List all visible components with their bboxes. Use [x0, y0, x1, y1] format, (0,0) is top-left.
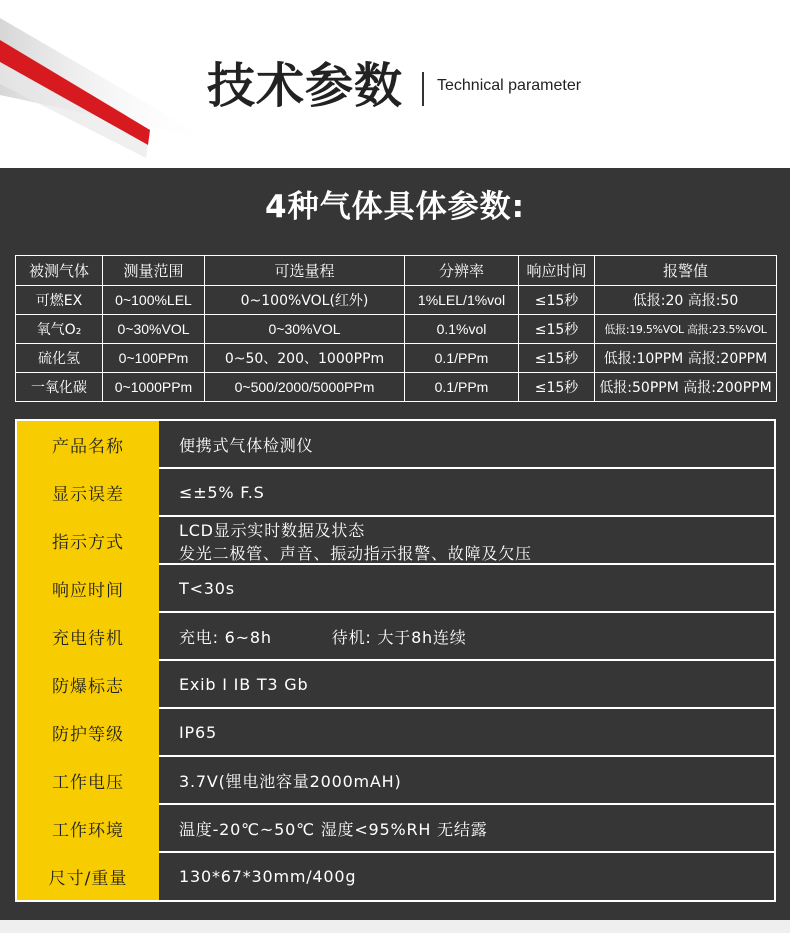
table-cell: 低报:19.5%VOL 高报:23.5%VOL — [595, 315, 777, 344]
table-cell: ≤15秒 — [519, 344, 595, 373]
spec-value-text-standby: 待机: 大于8h连续 — [331, 628, 467, 647]
spec-value-text: LCD显示实时数据及状态 — [179, 520, 366, 540]
spec-value — [159, 565, 774, 612]
spec-label: 防爆标志 — [17, 661, 159, 708]
page-subtitle: Technical parameter — [437, 77, 582, 94]
spec-value — [159, 613, 774, 660]
spec-value-text: 便携式气体检测仪 — [179, 436, 314, 455]
spec-value — [159, 421, 774, 468]
spec-row-protection — [17, 709, 774, 756]
spec-row-indication — [17, 517, 774, 564]
spec-value — [159, 853, 774, 900]
spec-row-product-name — [17, 421, 774, 468]
spec-row-voltage — [17, 757, 774, 804]
spec-value — [159, 661, 774, 708]
table-cell: 低报:50PPM 高报:200PPM — [595, 373, 777, 402]
table-cell: 0~100PPm — [103, 344, 205, 373]
spec-value-text: 3.7V(锂电池容量2000mAH) — [179, 772, 402, 791]
table-cell: 0.1/PPm — [405, 344, 519, 373]
table-row — [16, 344, 777, 373]
table-row — [16, 373, 777, 402]
table-cell: 0~500/2000/5000PPm — [205, 373, 405, 402]
table-cell: 低报:10PPM 高报:20PPM — [595, 344, 777, 373]
spec-label: 产品名称 — [17, 421, 159, 468]
gas-parameters-title: 4种气体具体参数: — [265, 189, 525, 225]
spec-value-text: 温度-20℃~50℃ 湿度<95%RH 无结露 — [179, 820, 488, 839]
spec-label: 尺寸/重量 — [17, 853, 159, 900]
spec-value — [159, 805, 774, 852]
spec-row-display-error — [17, 469, 774, 516]
table-cell: 0~30%VOL — [103, 315, 205, 344]
spec-value-text: ≤±5% F.S — [179, 483, 265, 502]
spec-row-explosion-proof — [17, 661, 774, 708]
table-row — [16, 286, 777, 315]
header-optional-range: 可选量程 — [205, 256, 405, 286]
table-cell: 一氧化碳 — [16, 373, 103, 402]
table-cell: ≤15秒 — [519, 315, 595, 344]
table-cell: 0~100%LEL — [103, 286, 205, 315]
spec-label: 工作电压 — [17, 757, 159, 804]
page-bottom-strip — [0, 920, 790, 933]
spec-label: 工作环境 — [17, 805, 159, 852]
header-response-time: 响应时间 — [519, 256, 595, 286]
table-cell: 0.1%vol — [405, 315, 519, 344]
gas-parameter-table — [15, 255, 777, 402]
spec-row-size-weight — [17, 853, 774, 900]
page-title: 技术参数 — [207, 58, 404, 114]
table-cell: 0.1/PPm — [405, 373, 519, 402]
section-header — [0, 0, 790, 168]
header-resolution: 分辨率 — [405, 256, 519, 286]
spec-value-text: 充电: 6~8h — [179, 628, 272, 647]
table-row — [16, 315, 777, 344]
table-cell: 0~30%VOL — [205, 315, 405, 344]
spec-value — [159, 517, 774, 564]
spec-value — [159, 757, 774, 804]
table-cell: 可燃EX — [16, 286, 103, 315]
spec-value — [159, 469, 774, 516]
spec-value-text: Exib I IB T3 Gb — [179, 675, 309, 694]
header-alarm: 报警值 — [595, 256, 777, 286]
spec-value-text-line2: 发光二极管、声音、振动指示报警、故障及欠压 — [179, 543, 532, 563]
spec-label: 防护等级 — [17, 709, 159, 756]
spec-row-environment — [17, 805, 774, 852]
table-cell: 低报:20 高报:50 — [595, 286, 777, 315]
spec-value-text: T<30s — [179, 579, 235, 598]
spec-value-text: 130*67*30mm/400g — [179, 867, 357, 886]
header-gas: 被测气体 — [16, 256, 103, 286]
spec-value-text: IP65 — [179, 723, 217, 742]
spec-label: 响应时间 — [17, 565, 159, 612]
table-cell: ≤15秒 — [519, 286, 595, 315]
spec-label: 指示方式 — [17, 517, 159, 564]
spec-label: 显示误差 — [17, 469, 159, 516]
table-cell: 0~100%VOL(红外) — [205, 286, 405, 315]
table-cell: 1%LEL/1%vol — [405, 286, 519, 315]
table-cell: 0~1000PPm — [103, 373, 205, 402]
table-cell: 0~50、200、1000PPm — [205, 344, 405, 373]
spec-label: 充电待机 — [17, 613, 159, 660]
table-cell: 硫化氢 — [16, 344, 103, 373]
table-cell: ≤15秒 — [519, 373, 595, 402]
table-cell: 氧气O₂ — [16, 315, 103, 344]
spec-list — [15, 419, 776, 902]
table-header-row — [16, 256, 777, 286]
spec-row-response-time — [17, 565, 774, 612]
spec-row-charge-standby — [17, 613, 774, 660]
spec-value — [159, 709, 774, 756]
title-divider — [422, 72, 424, 106]
header-range: 测量范围 — [103, 256, 205, 286]
